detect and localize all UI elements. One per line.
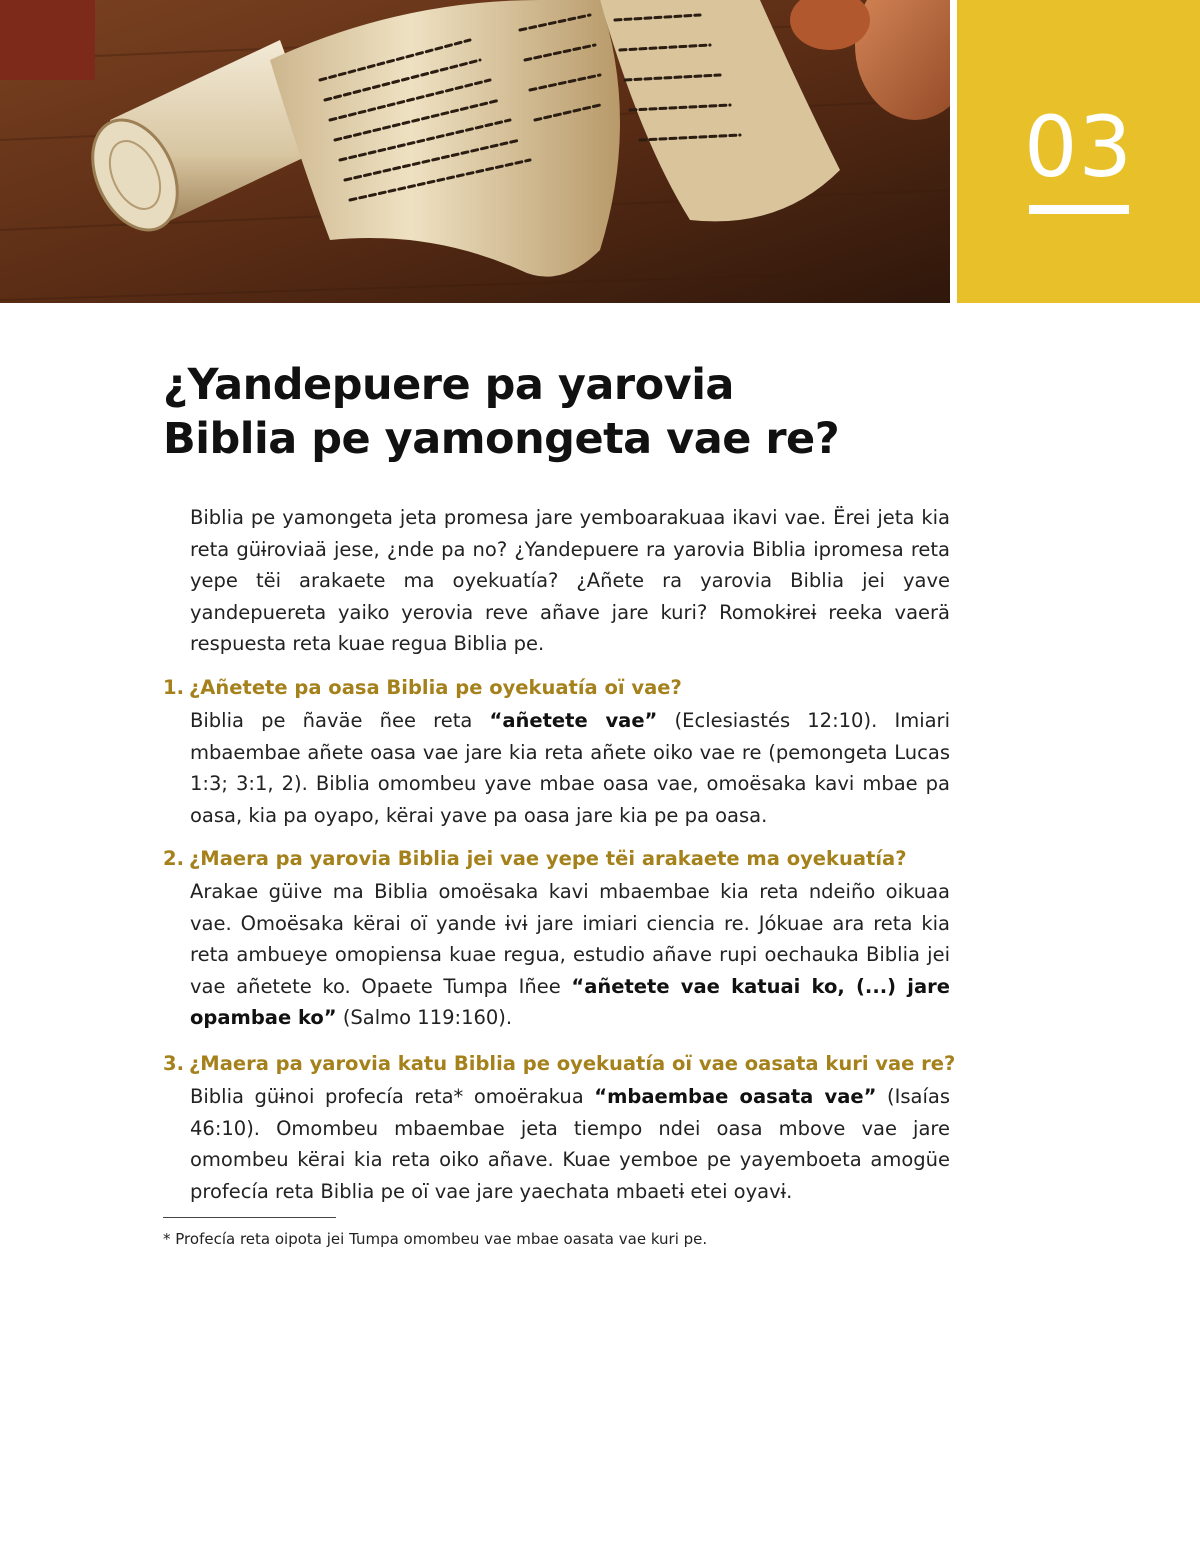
intro-paragraph: Biblia pe yamongeta jeta promesa jare yemboarakuaa ikavi vae. Ërei jeta kia reta güɨroviaä jese, ¿nde pa no? ¿Yandepuere ra yarovia Biblia ipromesa reta yepe tëi arakaete ma oyekuatía? ¿Añete ra yarovia Biblia jei yave yandepuereta yaiko yerovia reve añave jare kuri? Romokɨreɨ reeka vaerä respuesta reta kuae regua Biblia pe. [190,506,950,655]
page-title-line-2: Biblia pe yamongeta vae re? [163,414,840,464]
answer-2-text-b: (Salmo 119:160). [336,1006,513,1029]
answer-1-quote: “añetete vae” [489,709,658,732]
answer-3-paragraph [190,1081,950,1207]
answer-2-paragraph [190,876,950,1034]
answer-1-paragraph [190,705,950,831]
page-title-line-1: ¿Yandepuere pa yarovia [163,360,734,410]
answer-3-quote: “mbaembae oasata vae” [594,1085,877,1108]
page-title [163,358,983,466]
question-2-heading [163,845,963,873]
answer-2-text-a: Arakae güive ma Biblia omoësaka kavi mbaembae kia reta ndeiño oikuaa vae. Omoësaka kërai oï yande ɨvɨ jare imiari ciencia re. Jókuae ara reta kia reta ambueye omopiensa kuae regua, estudio añave rupi oechauka Biblia jei vae añetete ko. Opaete Tumpa Iñee [190,880,950,998]
chapter-number: 03 [1024,98,1133,196]
question-1-text: ¿Añetete pa oasa Biblia pe oyekuatía oï vae? [189,676,682,699]
answer-3-text-a: Biblia güɨnoi profecía reta* omoërakua [190,1085,595,1108]
question-3-number: 3. [163,1052,184,1075]
question-3-heading [163,1050,963,1078]
answer-1-text-a: Biblia pe ñaväe ñee reta [190,709,490,732]
chapter-badge [957,0,1200,303]
question-1-number: 1. [163,676,184,699]
question-1-heading [163,674,963,702]
answer-1-text-b: (Eclesiastés 12:10). Imiari mbaembae añete oasa vae jare kia reta añete oiko vae re (pemongeta Lucas 1:3; 3:1, 2). Biblia omombeu yave mbae oasa vae, omoësaka kavi mbae pa oasa, kia pa oyapo, kërai yave pa oasa jare kia pe pa oasa. [190,709,950,827]
chapter-underline [1029,205,1129,214]
scrolls-illustration [0,0,950,303]
question-2-text: ¿Maera pa yarovia Biblia jei vae yepe tëi arakaete ma oyekuatía? [189,847,907,870]
question-3-text: ¿Maera pa yarovia katu Biblia pe oyekuatía oï vae oasata kuri vae re? [189,1052,956,1075]
answer-3-text-b: (Isaías 46:10). Omombeu mbaembae jeta tiempo ndei oasa mbove vae jare omombeu kërai kia reta oiko añave. Kuae yemboe pe yayemboeta amogüe profecía reta Biblia pe oï vae jare yaechata mbaetɨ etei oyavɨ. [190,1085,950,1203]
footnote-divider [163,1217,336,1218]
header-photo-scrolls [0,0,950,303]
footnote: * Profecía reta oipota jei Tumpa omombeu vae mbae oasata vae kuri pe. [163,1230,708,1248]
answer-2-quote: “añetete vae katuai ko, (...) jare opambae ko” [190,974,950,1029]
question-2-number: 2. [163,847,184,870]
